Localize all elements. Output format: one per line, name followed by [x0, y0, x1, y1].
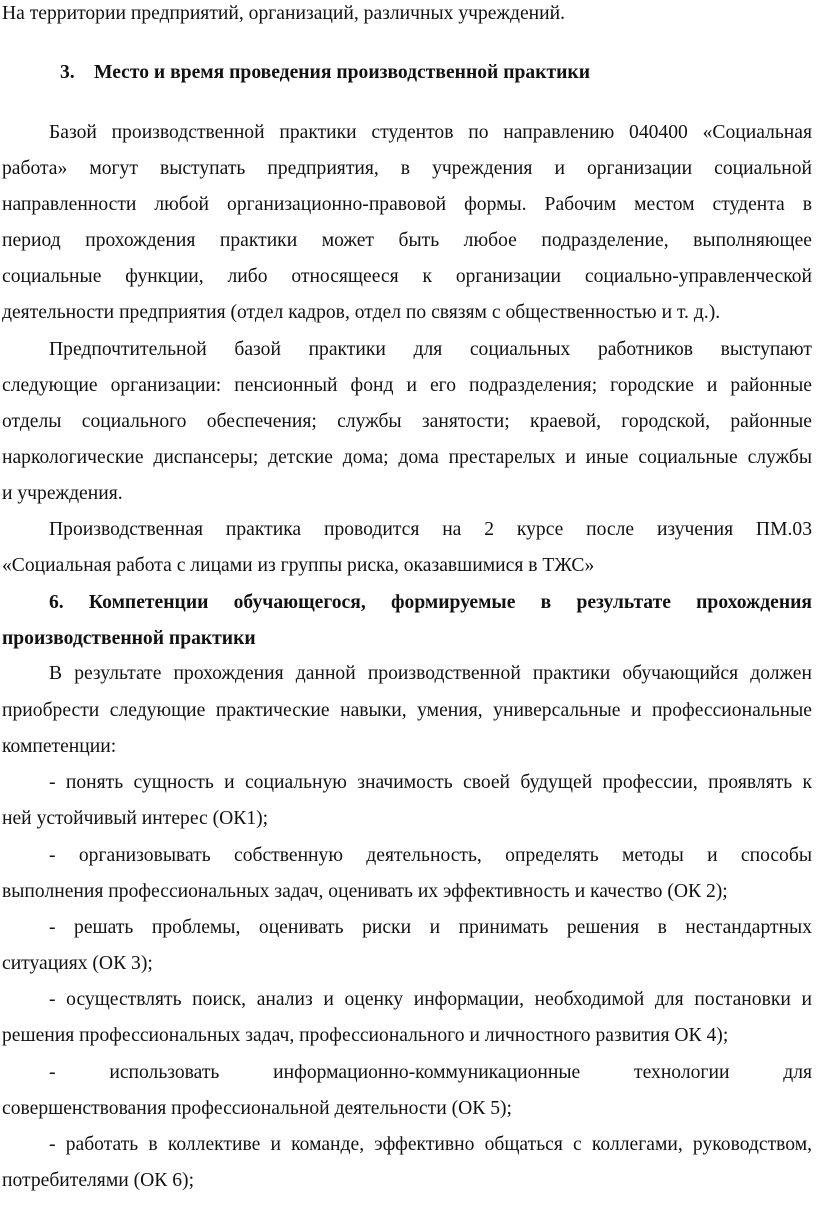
paragraph-2-line: следующие организации: пенсионный фонд и его подразделения; городские и районные — [2, 375, 812, 396]
paragraph-2-line: Предпочтительной базой практики для социальных работников выступают — [49, 339, 812, 360]
competence-item-line: - решать проблемы, оценивать риски и принимать решения в нестандартных — [49, 917, 812, 938]
competence-item-line: - организовывать собственную деятельность, определять методы и способы — [49, 845, 812, 866]
intro-line: На территории предприятий, организаций, различных учреждений. — [2, 3, 566, 24]
competence-item-line: решения профессиональных задач, профессионального и личностного развития ОК 4); — [2, 1025, 729, 1046]
paragraph-3-line: Производственная практика проводится на 2 курсе после изучения ПМ.03 — [49, 519, 812, 540]
paragraph-2-line: наркологические диспансеры; детские дома; дома престарелых и иные социальные службы — [2, 447, 812, 468]
paragraph-4-line: компетенции: — [2, 736, 117, 757]
competence-item-line: ситуациях (ОК 3); — [2, 953, 153, 974]
paragraph-3-line: «Социальная работа с лицами из группы риска, оказавшимися в ТЖС» — [2, 555, 595, 576]
paragraph-4-line: приобрести следующие практические навыки, умения, универсальные и профессиональные — [2, 700, 812, 721]
competence-item-line: совершенствования профессиональной деятельности (ОК 5); — [2, 1098, 512, 1119]
paragraph-1-line: направленности любой организационно-правовой формы. Рабочим местом студента в — [2, 194, 812, 215]
section-3-number: 3. — [60, 62, 75, 83]
paragraph-4-line: В результате прохождения данной производственной практики обучающийся должен — [49, 663, 812, 684]
competence-item-line: потребителями (ОК 6); — [2, 1170, 195, 1191]
paragraph-2-line: отделы социального обеспечения; службы занятости; краевой, городской, районные — [2, 411, 812, 432]
competence-item-line: - осуществлять поиск, анализ и оценку информации, необходимой для постановки и — [49, 989, 812, 1010]
paragraph-1-line: Базой производственной практики студентов по направлению 040400 «Социальная — [49, 122, 812, 143]
section-3-title: Место и время проведения производственной практики — [94, 62, 591, 83]
competence-item-line: ней устойчивый интерес (ОК1); — [2, 808, 269, 829]
paragraph-2-line: и учреждения. — [2, 483, 123, 504]
section-3-heading — [60, 61, 590, 85]
paragraph-1-line: деятельности предприятия (отдел кадров, отдел по связям с общественностью и т. д.). — [2, 302, 721, 323]
competence-item-line: - работать в коллективе и команде, эффективно общаться с коллегами, руководством, — [49, 1134, 812, 1155]
competence-item-line: - использовать информационно-коммуникационные технологии для — [49, 1062, 812, 1083]
section-6-heading-line: производственной практики — [2, 628, 256, 649]
paragraph-1-line: период прохождения практики может быть любое подразделение, выполняющее — [2, 230, 812, 251]
competence-item-line: выполнения профессиональных задач, оценивать их эффективность и качество (ОК 2); — [2, 881, 728, 902]
paragraph-1-line: социальные функции, либо относящееся к организации социально-управленческой — [2, 266, 812, 287]
paragraph-1-line: работа» могут выступать предприятия, в учреждения и организации социальной — [2, 158, 812, 179]
competence-item-line: - понять сущность и социальную значимость своей будущей профессии, проявлять к — [49, 772, 812, 793]
section-6-heading-line: 6. Компетенции обучающегося, формируемые в результате прохождения — [49, 592, 812, 613]
